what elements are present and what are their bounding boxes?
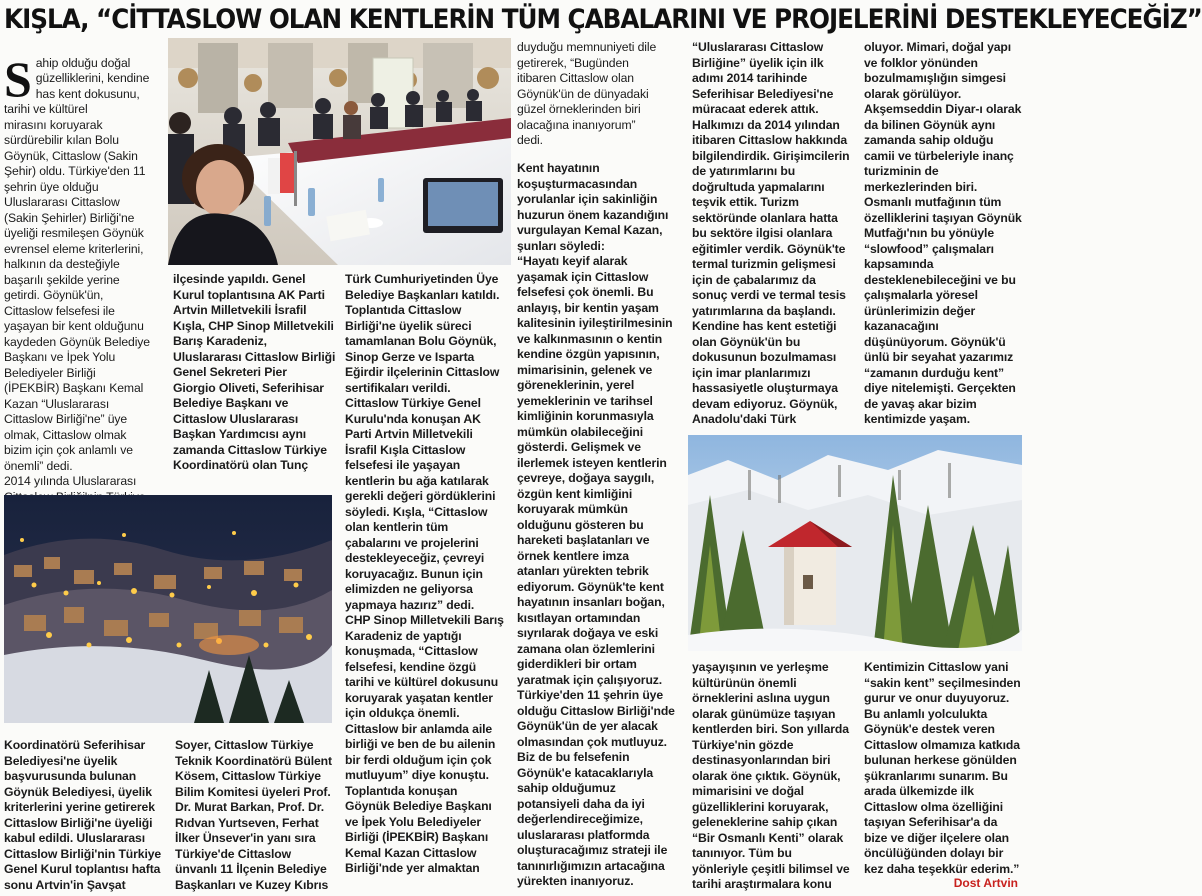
article-column-2-bottom: Soyer, Cittaslow Türkiye Teknik Koordinatörü Bülent Kösem, Cittaslow Türkiye Bilim Komitesi üyeleri Prof. Dr. Murat Barkan, Prof. Dr. Rıdvan Yurtseven, Ferhat İlker Ünsever'in yanı sıra Türkiye'de Cittaslow ünvanlı 11 İlçenin Belediye Başkanları ve Kuzey Kıbrıs	[175, 738, 332, 892]
headline: KIŞLA, “CİTTASLOW OLAN KENTLERİN TÜM ÇABALARINI VE PROJELERİNİ DESTEKLEYECEĞİZ”	[4, 4, 1202, 35]
source-credit: Dost Artvin	[953, 876, 1018, 890]
meeting-photo	[168, 38, 511, 265]
article-column-5-bottom: yaşayışının ve yerleşme kültürünün önemli örneklerini aslına uygun olarak günümüze taşıyan kentlerden biri. Son yıllarda Türkiye'nin gözde destinasyonlarından biri olarak öne çıktık. Göynük, mimarisini ve doğal güzelliklerini koruyarak, geleneklerine sahip çıkan “Bir Osmanlı Kenti” olarak tanınıyor. Tüm bu yönleriyle çeşitli bilimsel ve tarihi araştırmalara konu	[692, 660, 850, 891]
intro-rest: mirasını koruyarak sürdürebilir kılan Bolu Göynük, Cittaslow (Sakin Şehir) oldu. Türkiye'den 11 şehrin üye olduğu Uluslararası Cittaslow (Sakin Şehirler) Birliği'ne üyeliği resmileşen Göynük evrensel eleme kriterlerini, halkının da desteğiyle başarılı şekilde yerine getirdi. Göynük'ün, Cittaslow felsefesi ile yaşayan bir kent olduğunu kaydeden Göynük Belediye Başkanı ve İpek Yolu Belediyeler Birliği (İPEKBİR) Başkanı Kemal Kazan “Uluslararası Cittaslow Birliği'ne” üye olmak, Cittaslow olmak bizim için çok anlamlı ve önemli” dedi. 2014 yılında Uluslararası	[4, 117, 150, 488]
article-column-1-bottom: Koordinatörü Seferihisar Belediyesi'ne üyelik başvurusunda bulunan Göynük Belediyesi, üyelik kriterlerini yerine getirerek Cittaslow Birliği'ne üyeliği kabul edildi. Uluslararası Cittaslow Birliği'nin Türkiye Genel Kurul toplantısı hafta sonu Artvin'in Şavşat	[4, 738, 162, 892]
article-column-5-top: “Uluslararası Cittaslow Birliğine” üyelik için ilk adımı 2014 tarihinde Seferihisar Belediyesi'ne müracaat ederek attık. Halkımızı da 2014 yılından itibaren Cittaslow hakkında bilgilendirdik. Girişimcilerin de yatırımlarını bu doğrultuda yapmalarını teşvik ettik. Turizm sektöründe olanlara hatta bu sektöre ilgisi olanlara eğitimler verdik. Göynük'te termal turizmin gelişmesi için de çabalarımız da sonuç verdi ve termal tesis yatırımlarına da başlandı. Kendine has kent estetiği olan Göynük'ün bu dokusunun bozulmaması için imar planlarımızı hassasiyetle oluşturmaya devam ediyoruz. Göynük, Anadolu'daki Türk	[692, 40, 850, 426]
article-column-4-quote: Kent hayatının koşuşturmacasından yorulanlar için sakinliğin huzurun önem kazandığını vurgulayan Kemal Kazan, şunları söyledi: “Hayatı keyif alarak yaşamak için Cittaslow felsefesi çok önemli. Bu anlayış, bir kentin yaşam kalitesinin iyileştirilmesinin ve kalkınmasının o kentin kendine özgün yapısının, mimarisinin, gelenek ve göreneklerinin, yerel yemeklerinin ve tarihsel kimliğinin korunmasıyla mümkün olabileceğini gösterdi. Gelişmek ve ilerlemek isteyen kentlerin çevreye, doğaya saygılı, özgün kent kimliğini koruyarak mümkün olduğunu gösteren bu hareketi başlatanları ve örnek kentlere imza atanları yürekten tebrik ediyorum. Göynük'te kent hayatının insanları boğan, kısıtlayan ortamından sıyrılarak doğaya ve eski zamana olan özlemlerini giderdikleri bir ortam yaratmak için çalışıyoruz. Türkiye'den 11 şehrin üye olduğu Cittaslow Birliği'nde Göynük'ün de yer alacak olmasından çok mutluyuz. Biz de bu felsefenin Göynük'e katacaklarıyla sahip olduğumuz potansiyeli daha da iyi değerlendireceğimize, uluslararası platformda oluşturacağımız strateji ile tanınırlığımızın artacağına yürekten inanıyoruz.	[517, 161, 675, 888]
article-column-4-top: duyduğu memnuniyeti dile getirerek, “Bugünden itibaren Cittaslow olan Göynük'ün de dünyadaki güzel örneklerinden biri olacağına inanıyorum” dedi.	[517, 40, 657, 147]
winter-tower-photo	[688, 435, 1022, 651]
article-column-3: Türk Cumhuriyetinden Üye Belediye Başkanları katıldı. Toplantıda Cittaslow Birliği'ne üyelik süreci tamamlanan Bolu Göynük, Sinop Gerze ve Isparta Eğirdir ilçelerinin Cittaslow sertifikaları verildi. Cittaslow Türkiye Genel Kurulu'nda konuşan AK Parti Artvin Milletvekili İsrafil Kışla Cittaslow felsefesi ile yaşayan kentlerin bu ağa katılarak gerekli değeri gördüklerini söyledi. Kışla, “Cittaslow olan kentlerin tüm çabalarını ve projelerini destekleyeceğiz, çevreyi koruyacağız. Bunun için elimizden ne geliyorsa yapmaya hazırız” dedi. CHP Sinop Milletvekili Barış Karadeniz de yaptığı konuşmada, “Cittaslow felsefesi, kendine özgü tarihi ve kültürel dokusunu koruyarak yaşatan kentler için oldukça önemli. Cittaslow bir anlamda aile birliği ve ben de bu ailenin bir ferdi olduğum için çok mutluyum” diye konuştu. Toplantıda konuşan Göynük Belediye Başkanı ve İpek Yolu Belediyeler Birliği (İPEKBİR) Başkanı Kemal Kazan Cittaslow Birliği'nde yer almaktan	[345, 272, 504, 875]
article-column-6-top: oluyor. Mimari, doğal yapı ve folklor yönünden bozulmamışlığın simgesi olarak görülüyor. Akşemseddin Diyar-ı olarak da bilinen Göynük aynı zamanda sahip olduğu camii ve türbeleriyle inanç turizminin de merkezlerinden biri. Osmanlı mutfağının tüm özelliklerini taşıyan Göynük Mutfağı'nın bu yönüyle “slowfood” çalışmaları kapsamında desteklenebileceğini ve bu çalışmalarla yöresel ürünlerimizin değer kazanacağını düşünüyorum. Göynük'ü ünlü bir seyahat yazarımız “zamanın durduğu kent” diye nitelemişti. Gerçekten de yavaş akar bizim kentimizde yaşam.	[864, 40, 1022, 426]
article-column-2-upper: ilçesinde yapıldı. Genel Kurul toplantısına AK Parti Artvin Milletvekili İsrafil Kışla, CHP Sinop Milletvekili Barış Karadeniz, Uluslararası Cittaslow Birliği Genel Sekreteri Pier Giorgio Oliveti, Seferihisar Belediye Başkanı ve Cittaslow Uluslararası Başkan Yardımcısı aynı zamanda Cittaslow Türkiye Koordinatörü olan Tunç	[173, 272, 336, 472]
intro-first-lines: ahip olduğu doğal güzelliklerini, kendine has kent dokusunu, tarihi ve kültürel	[4, 55, 150, 116]
article-column-6-bottom: Kentimizin Cittaslow yani “sakin kent” seçilmesinden gurur ve onur duyuyoruz. Bu anlamlı yolculukta Göynük'e destek veren Cittaslow olmamıza katkıda bulunan herkese gönülden şükranlarımı sunarım. Bu arada ülkemizde ilk Cittaslow olma özelliğini taşıyan Seferihisar'a da bize ve diğer ilçelere olan öncülüğünden dolayı bir kez daha teşekkür ederim.”	[864, 660, 1021, 876]
drop-cap: S	[4, 50, 32, 107]
article-column-1-top	[4, 40, 164, 488]
night-town-photo	[4, 495, 332, 723]
